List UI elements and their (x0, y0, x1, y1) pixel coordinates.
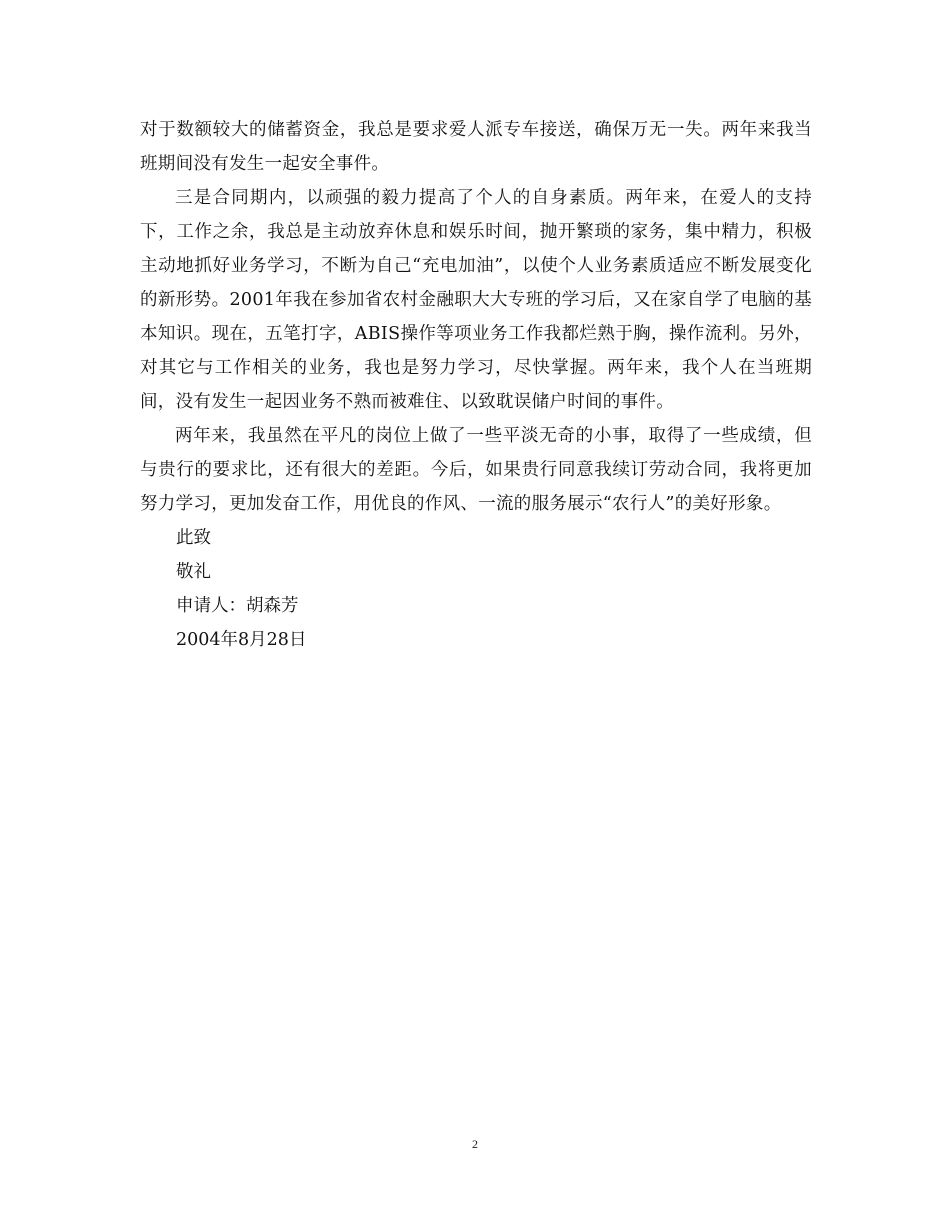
signature-date: 2004年8月28日 (176, 630, 307, 650)
closing-salutation-1: 此致 (176, 528, 211, 548)
document-body (140, 113, 812, 657)
applicant-signature: 申请人：胡森芳 (176, 596, 299, 616)
paragraph-conclusion: 两年来，我虽然在平凡的岗位上做了一些平淡无奇的小事，取得了一些成绩，但与贵行的要求比，还有很大的差距。今后，如果贵行同意我续订劳动合同，我将更加努力学习，更加发奋工作，用优良的作风、一流的服务展示“农行人”的美好形象。 (140, 426, 812, 514)
closing-salutation-2: 敬礼 (176, 562, 211, 582)
page-number: 2 (472, 1137, 478, 1151)
paragraph-continuation: 对于数额较大的储蓄资金，我总是要求爱人派专车接送，确保万无一失。两年来我当班期间没有发生一起安全事件。 (140, 120, 812, 174)
paragraph-self-improvement: 三是合同期内，以顽强的毅力提高了个人的自身素质。两年来，在爱人的支持下，工作之余，我总是主动放弃休息和娱乐时间，抛开繁琐的家务，集中精力，积极主动地抓好业务学习，不断为自己“充电加油”，以使个人业务素质适应不断发展变化的新形势。2001年我在参加省农村金融职大大专班的学习后，又在家自学了电脑的基本知识。现在，五笔打字，ABIS操作等项业务工作我都烂熟于胸，操作流利。另外，对其它与工作相关的业务，我也是努力学习，尽快掌握。两年来，我个人在当班期间，没有发生一起因业务不熟而被难住、以致耽误储户时间的事件。 (140, 188, 812, 412)
